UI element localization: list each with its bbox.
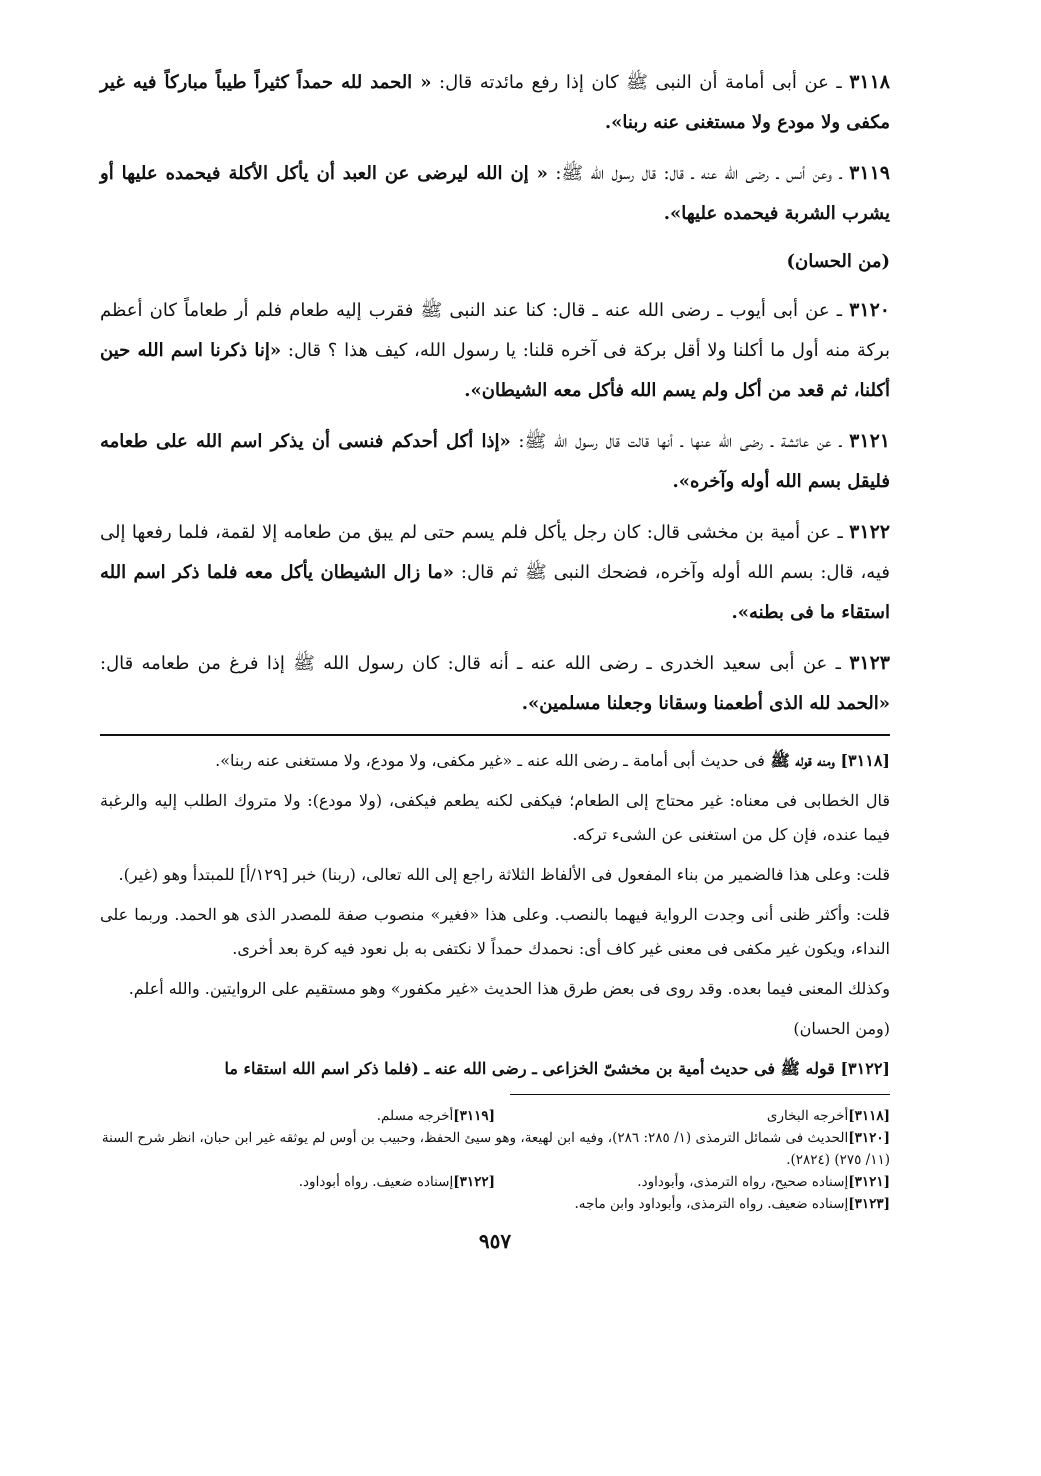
hadith-number: ٣١١٨: [849, 71, 891, 93]
commentary-heading: [٣١٢٢] قوله ﷺ: [775, 1059, 890, 1078]
hadith-quote: « إن الله ليرضى عن العبد أن يأكل الأكلة فيحمده عليها أو يشرب الشربة فيحمده عليها».: [100, 163, 890, 224]
commentary-grade: (ومن الحسان): [793, 1019, 890, 1038]
document-page: [100, 62, 890, 1253]
hadith-intro: عن عائشة ـ رضى الله عنها ـ أنها قالت قال رسول الله ﷺ:: [510, 431, 832, 452]
commentary-note-1: قلت: وعلى هذا فالضمير من بناء المفعول فى الألفاظ الثلاثة راجع إلى الله تعالى، (ربنا) خبر [١٢٩/أ] للمبتدأ وهو (غير).: [118, 865, 890, 884]
hadith-intro: عن أبى أيوب ـ رضى الله عنه ـ قال: كنا عند النبى ﷺ فقرب إليه طعام فلم أر طعاماً كان أعظم بركة منه أول ما أكلنا ولا أقل بركة فى آخره قلنا: يا رسول الله، كيف هذا ؟ قال:: [100, 300, 890, 361]
hadith-3120: ٣١٢٠ ـ عن أبى أيوب ـ رضى الله عنه ـ قال: كنا عند النبى ﷺ فقرب إليه طعام فلم أر طعاماً كان أعظم بركة منه أول ما أكلنا ولا أقل بركة فى آخره قلنا: يا رسول الله، كيف هذا ؟ قال: «إنا ذكرنا اسم الله حين أكلنا، ثم قعد من أكل ولم يسم الله فأكل معه الشيطان».: [100, 299, 890, 401]
commentary-text: فى حديث أبى أمامة ـ رضى الله عنه ـ «غير مكفى، ولا مودع، ولا مستغنى عنه ربنا».: [215, 751, 765, 770]
footnote-3123: [٣١٢٣]إسناده ضعيف. رواه الترمذى، وأبوداود وابن ماجه.: [574, 1196, 890, 1212]
footnote-row: [100, 1105, 890, 1127]
footnotes: [100, 1105, 890, 1215]
hadith-3118: ٣١١٨ ـ عن أبى أمامة أن النبى ﷺ كان إذا رفع مائدته قال: « الحمد لله حمداً كثيراً طيباً مباركاً فيه غير مكفى ولا مودع ولا مستغنى عنه ربنا».: [100, 71, 891, 133]
commentary-heading: [٣١١٨] ومنه قوله ﷺ: [764, 751, 890, 770]
footnote-row: [100, 1171, 890, 1193]
commentary-divider: [100, 734, 890, 736]
section-grade: (من الحسان): [786, 251, 890, 272]
commentary-3122: [100, 1052, 890, 1086]
commentary-note-2: قلت: وأكثر ظنى أنى وجدت الرواية فيهما بالنصب. وعلى هذا «فغير» منصوب صفة للمصدر الذى هو الحمد. وربما على النداء، ويكون غير مكفى فى معنى غير كاف أى: نحمدك حمداً لا نكتفى به بل نعود فيه كرة بعد أخرى.: [100, 905, 891, 958]
footnote-divider: [510, 1094, 890, 1095]
commentary-note-3: وكذلك المعنى فيما بعده. وقد روى فى بعض طرق هذا الحديث «غير مكفور» وهو مستقيم على الروايتين. والله أعلم.: [128, 979, 890, 998]
hadith-quote: «إنا ذكرنا اسم الله حين أكلنا، ثم قعد من أكل ولم يسم الله فأكل معه الشيطان».: [100, 340, 890, 401]
hadith-intro: عن أبى سعيد الخدرى ـ رضى الله عنه ـ أنه قال: كان رسول الله ﷺ إذا فرغ من طعامه قال:: [100, 653, 828, 674]
hadith-3122: ٣١٢٢ ـ عن أمية بن مخشى قال: كان رجل يأكل فلم يسم حتى لم يبق من طعامه إلا لقمة، فلما رفعها إلى فيه، قال: بسم الله أوله وآخره، فضحك النبى ﷺ ثم قال: «ما زال الشيطان يأكل معه فلما ذكر اسم الله استقاء ما فى بطنه».: [100, 521, 890, 623]
hadith-intro: عن أبى أمامة أن النبى ﷺ كان إذا رفع مائدته قال:: [431, 72, 829, 93]
footnote-3120: [٣١٢٠]الحديث فى شمائل الترمذى (١/ ٢٨٥: ٢٨٦)، وفيه ابن لهيعة، وهو سيئ الحفظ، وحبيب بن أوس لم يوثقه غير ابن حبان، انظر شرح السنة (١١/ ٢٧٥) (٢٨٢٤).: [101, 1130, 890, 1168]
hadith-quote: «إذا أكل أحدكم فنسى أن يذكر اسم الله على طعامه فليقل بسم الله أوله وآخره».: [100, 431, 890, 492]
footnote-3119: [٣١١٩]أخرجه مسلم.: [376, 1108, 495, 1124]
hadith-number: ٣١٢٠: [849, 299, 890, 321]
footnote-3121: [٣١٢١]إسناده صحيح، رواه الترمذى، وأبوداود.: [637, 1174, 890, 1190]
hadith-quote: « الحمد لله حمداً كثيراً طيباً مباركاً فيه غير مكفى ولا مودع ولا مستغنى عنه ربنا».: [100, 72, 890, 133]
hadith-number: ٣١١٩: [849, 162, 890, 184]
hadith-number: ٣١٢١: [849, 430, 890, 452]
footnote-3118: [٣١١٨]أخرجه البخارى: [766, 1108, 890, 1124]
hadith-quote: «الحمد لله الذى أطعمنا وسقانا وجعلنا مسلمين».: [521, 693, 890, 714]
page-number: ٩٥٧: [478, 1229, 512, 1253]
hadith-number: ٣١٢٣: [849, 652, 891, 674]
hadith-intro: عن أمية بن مخشى قال: كان رجل يأكل فلم يسم حتى لم يبق من طعامه إلا لقمة، فلما رفعها إلى فيه، قال: بسم الله أوله وآخره، فضحك النبى ﷺ ثم قال:: [100, 522, 890, 583]
commentary-3118: [100, 744, 890, 778]
hadith-intro: وعن أنس ـ رضى الله عنه ـ قال: قال رسول الله ﷺ:: [547, 163, 833, 184]
footnote-3122: [٣١٢٢]إسناده ضعيف. رواه أبوداود.: [298, 1174, 495, 1190]
hadith-number: ٣١٢٢: [849, 521, 890, 543]
hadith-3123: ٣١٢٣ ـ عن أبى سعيد الخدرى ـ رضى الله عنه ـ أنه قال: كان رسول الله ﷺ إذا فرغ من طعامه قال: «الحمد لله الذى أطعمنا وسقانا وجعلنا مسلمين».: [100, 652, 891, 714]
hadith-3119: ٣١١٩ ـ وعن أنس ـ رضى الله عنه ـ قال: قال رسول الله ﷺ: « إن الله ليرضى عن العبد أن يأكل الأكلة فيحمده عليها أو يشرب الشربة فيحمده عليها».: [100, 162, 890, 224]
hadith-quote: «ما زال الشيطان يأكل معه فلما ذكر اسم الله استقاء ما فى بطنه».: [100, 562, 890, 623]
commentary-khattabi: قال الخطابى فى معناه: غير محتاج إلى الطعام؛ فيكفى لكنه يطعم فيكفى، (ولا مودع): ولا متروك الطلب إليه والرغبة فيما عنده، فإن كل من استغنى عن الشىء تركه.: [100, 791, 890, 844]
hadith-3121: ٣١٢١ ـ عن عائشة ـ رضى الله عنها ـ أنها قالت قال رسول الله ﷺ: «إذا أكل أحدكم فنسى أن يذكر اسم الله على طعامه فليقل بسم الله أوله وآخره».: [100, 430, 890, 492]
commentary-text: فى حديث أمية بن مخشىّ الخزاعى ـ رضى الله عنه ـ (فلما ذكر اسم الله استقاء ما: [224, 1059, 776, 1078]
